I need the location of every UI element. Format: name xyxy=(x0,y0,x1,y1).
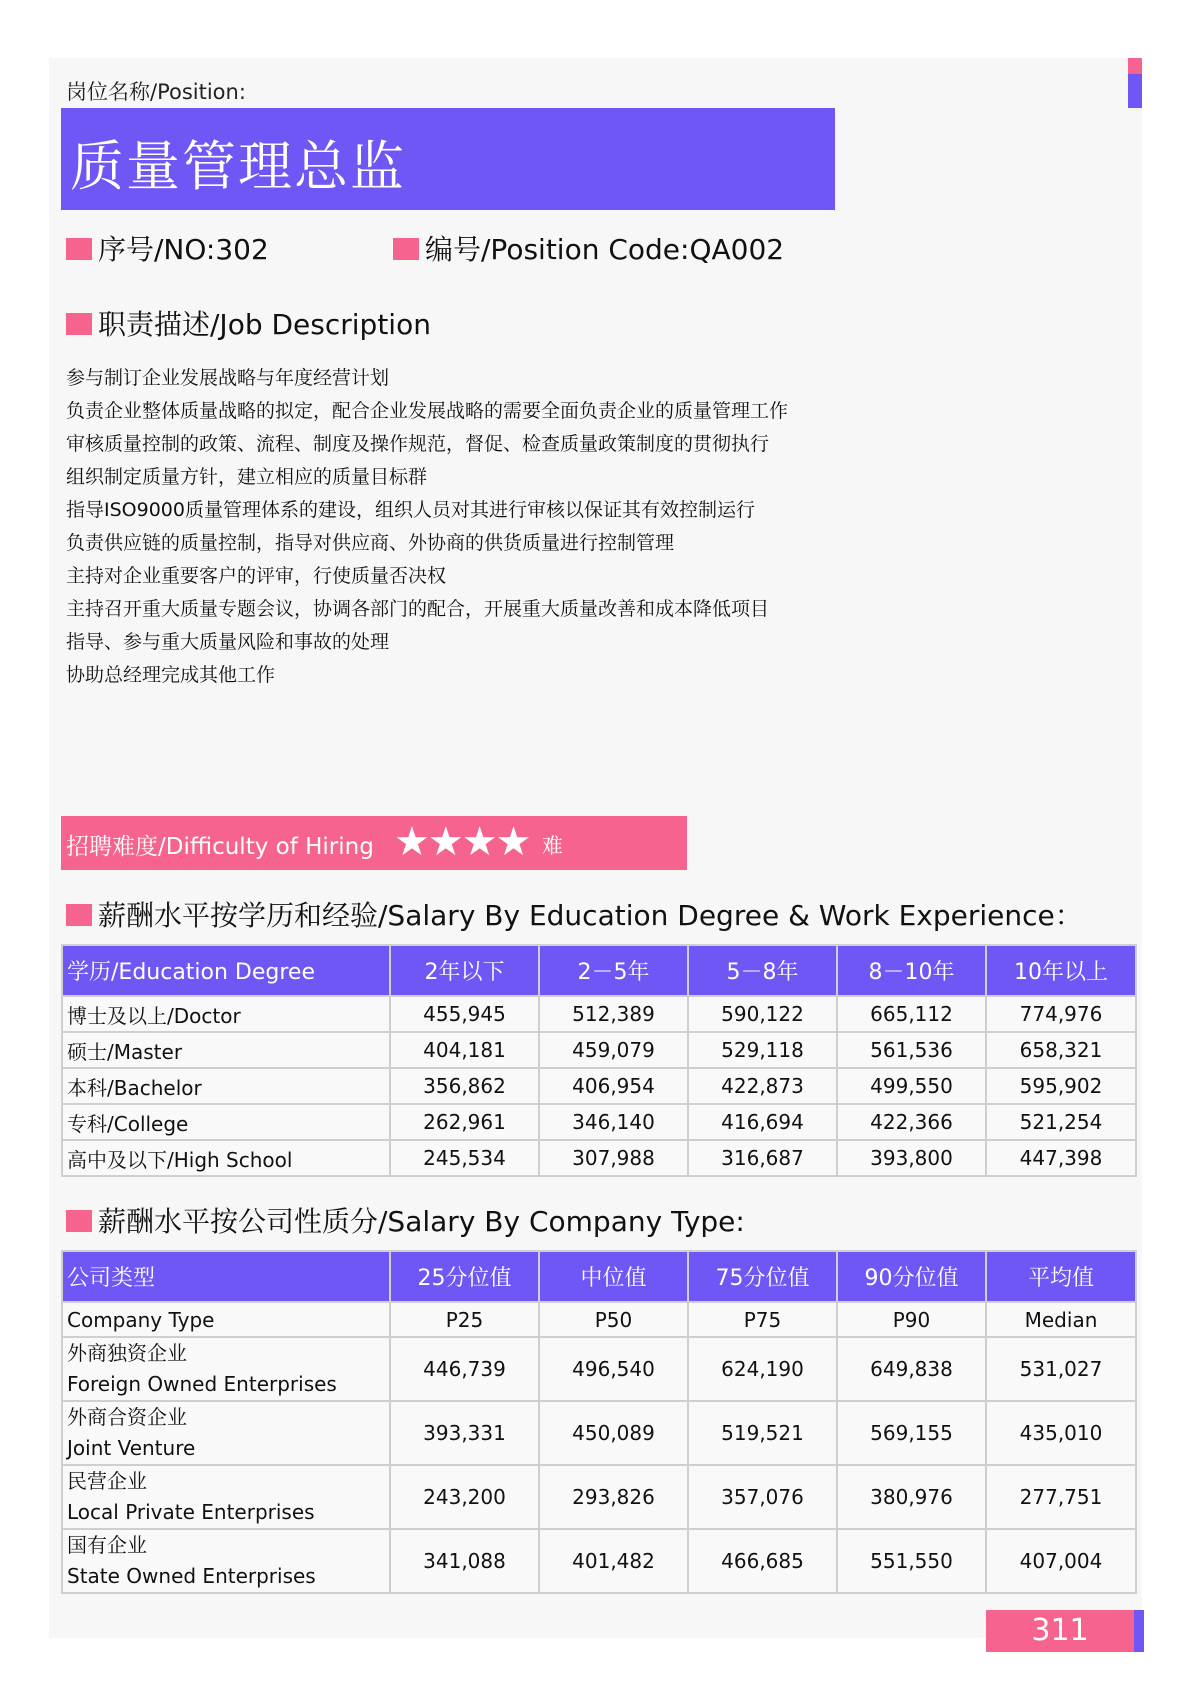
table-cell: 277,751 xyxy=(986,1465,1136,1529)
table-cell: 404,181 xyxy=(390,1032,539,1068)
row-label-en: State Owned Enterprises xyxy=(67,1564,316,1588)
table-cell: 262,961 xyxy=(390,1104,539,1140)
table-cell: P50 xyxy=(539,1302,688,1337)
job-description-item: 审核质量控制的政策、流程、制度及操作规范，督促、检查质量政策制度的贯彻执行 xyxy=(66,433,770,455)
row-label: 硕士/Master xyxy=(62,1032,390,1068)
table-cell: 393,800 xyxy=(837,1140,986,1176)
table-cell: P25 xyxy=(390,1302,539,1337)
table-cell: 459,079 xyxy=(539,1032,688,1068)
row-label xyxy=(62,1401,390,1465)
table-row xyxy=(62,1529,1136,1593)
bullet-square-icon xyxy=(66,238,92,260)
table-cell: 455,945 xyxy=(390,996,539,1032)
table-cell: 551,550 xyxy=(837,1529,986,1593)
job-description-item: 负责供应链的质量控制，指导对供应商、外协商的供货质量进行控制管理 xyxy=(66,532,675,554)
table-cell: 496,540 xyxy=(539,1337,688,1401)
table-cell: 346,140 xyxy=(539,1104,688,1140)
table-cell: 649,838 xyxy=(837,1337,986,1401)
column-header: 8－10年 xyxy=(837,945,986,996)
table-cell: 401,482 xyxy=(539,1529,688,1593)
row-label-en: Joint Venture xyxy=(67,1436,196,1460)
bullet-square-icon xyxy=(393,238,419,260)
position-label: 岗位名称/Position: xyxy=(66,80,246,104)
column-header: 5－8年 xyxy=(688,945,837,996)
table-row xyxy=(62,1465,1136,1529)
table-cell: 590,122 xyxy=(688,996,837,1032)
table-row xyxy=(62,1032,1136,1068)
table-row xyxy=(62,996,1136,1032)
job-description-item: 负责企业整体质量战略的拟定，配合企业发展战略的需要全面负责企业的质量管理工作 xyxy=(66,400,789,422)
table-cell: 422,873 xyxy=(688,1068,837,1104)
difficulty-stars-icon: ★★★★ xyxy=(394,819,530,865)
table-cell: 658,321 xyxy=(986,1032,1136,1068)
table-cell: 435,010 xyxy=(986,1401,1136,1465)
position-code xyxy=(393,228,784,268)
table-cell: 624,190 xyxy=(688,1337,837,1401)
serial-number xyxy=(66,228,269,268)
table-cell: 422,366 xyxy=(837,1104,986,1140)
table-cell: 569,155 xyxy=(837,1401,986,1465)
table-cell: 316,687 xyxy=(688,1140,837,1176)
row-label-cn: 民营企业 xyxy=(67,1469,147,1493)
table-header-row xyxy=(62,945,1136,996)
table-cell: 450,089 xyxy=(539,1401,688,1465)
row-label: 博士及以上/Doctor xyxy=(62,996,390,1032)
education-salary-heading xyxy=(66,894,1083,934)
column-header: 中位值 xyxy=(539,1251,688,1302)
table-cell: 357,076 xyxy=(688,1465,837,1529)
row-label: 本科/Bachelor xyxy=(62,1068,390,1104)
row-label-cn: 外商合资企业 xyxy=(67,1405,187,1429)
column-header: 10年以上 xyxy=(986,945,1136,996)
column-header: 平均值 xyxy=(986,1251,1136,1302)
job-description-item: 协助总经理完成其他工作 xyxy=(66,664,276,686)
bullet-square-icon xyxy=(66,313,92,335)
table-cell: 531,027 xyxy=(986,1337,1136,1401)
table-cell: 466,685 xyxy=(688,1529,837,1593)
table-header-row xyxy=(62,1251,1136,1302)
page-title: 质量管理总监 xyxy=(70,135,406,198)
table-cell: Median xyxy=(986,1302,1136,1337)
job-description-item: 主持召开重大质量专题会议，协调各部门的配合，开展重大质量改善和成本降低项目 xyxy=(66,598,770,620)
table-row xyxy=(62,1401,1136,1465)
education-salary-table xyxy=(61,944,1137,1177)
column-header: 75分位值 xyxy=(688,1251,837,1302)
table-row xyxy=(62,1337,1136,1401)
row-label-cn: 外商独资企业 xyxy=(67,1341,187,1365)
table-cell: 561,536 xyxy=(837,1032,986,1068)
bullet-square-icon xyxy=(66,904,92,926)
table-cell: 595,902 xyxy=(986,1068,1136,1104)
difficulty-label: 招聘难度/Difficulty of Hiring xyxy=(66,834,374,860)
column-header: 25分位值 xyxy=(390,1251,539,1302)
company-salary-table xyxy=(61,1250,1137,1594)
table-cell: 293,826 xyxy=(539,1465,688,1529)
row-label xyxy=(62,1529,390,1593)
table-cell: 529,118 xyxy=(688,1032,837,1068)
table-cell: 341,088 xyxy=(390,1529,539,1593)
table-subheader-row xyxy=(62,1302,1136,1337)
table-row xyxy=(62,1104,1136,1140)
row-label-en: Local Private Enterprises xyxy=(67,1500,315,1524)
table-cell: 499,550 xyxy=(837,1068,986,1104)
table-cell: 512,389 xyxy=(539,996,688,1032)
company-salary-heading-text: 薪酬水平按公司性质分/Salary By Company Type: xyxy=(98,1205,745,1238)
job-description-heading-text: 职责描述/Job Description xyxy=(98,308,431,341)
table-cell: 446,739 xyxy=(390,1337,539,1401)
job-description-item: 参与制订企业发展战略与年度经营计划 xyxy=(66,367,390,389)
row-label xyxy=(62,1465,390,1529)
page-number: 311 xyxy=(1031,1613,1089,1648)
table-row xyxy=(62,1140,1136,1176)
corner-accent-pink xyxy=(1128,58,1142,74)
column-header: 2－5年 xyxy=(539,945,688,996)
column-header: 2年以下 xyxy=(390,945,539,996)
table-cell: 245,534 xyxy=(390,1140,539,1176)
table-cell: 407,004 xyxy=(986,1529,1136,1593)
job-description-item: 指导ISO9000质量管理体系的建设，组织人员对其进行审核以保证其有效控制运行 xyxy=(66,499,755,521)
table-cell: 380,976 xyxy=(837,1465,986,1529)
bullet-square-icon xyxy=(66,1210,92,1232)
row-label-cn: 国有企业 xyxy=(67,1533,147,1557)
corner-accent-purple xyxy=(1128,74,1142,108)
table-cell: 519,521 xyxy=(688,1401,837,1465)
table-cell: 774,976 xyxy=(986,996,1136,1032)
column-header: 学历/Education Degree xyxy=(62,945,390,996)
table-row xyxy=(62,1068,1136,1104)
table-cell: 521,254 xyxy=(986,1104,1136,1140)
table-cell: 243,200 xyxy=(390,1465,539,1529)
row-label xyxy=(62,1337,390,1401)
company-salary-heading xyxy=(66,1200,745,1240)
table-cell: 416,694 xyxy=(688,1104,837,1140)
table-cell: 307,988 xyxy=(539,1140,688,1176)
education-salary-heading-text: 薪酬水平按学历和经验/Salary By Education Degree & Work Experience： xyxy=(98,899,1083,932)
difficulty-level: 难 xyxy=(542,834,563,858)
job-description-item: 指导、参与重大质量风险和事故的处理 xyxy=(66,631,390,653)
table-cell: 665,112 xyxy=(837,996,986,1032)
job-description-heading xyxy=(66,303,431,343)
table-cell: P90 xyxy=(837,1302,986,1337)
table-cell: 356,862 xyxy=(390,1068,539,1104)
position-code-text: 编号/Position Code:QA002 xyxy=(425,233,785,266)
row-label: 高中及以下/High School xyxy=(62,1140,390,1176)
serial-number-text: 序号/NO:302 xyxy=(98,233,269,266)
table-cell: P75 xyxy=(688,1302,837,1337)
column-header: 90分位值 xyxy=(837,1251,986,1302)
table-cell: 393,331 xyxy=(390,1401,539,1465)
job-description-item: 主持对企业重要客户的评审，行使质量否决权 xyxy=(66,565,447,587)
column-header: 公司类型 xyxy=(62,1251,390,1302)
table-cell: 447,398 xyxy=(986,1140,1136,1176)
row-label: Company Type xyxy=(62,1302,390,1337)
row-label-en: Foreign Owned Enterprises xyxy=(67,1372,337,1396)
row-label: 专科/College xyxy=(62,1104,390,1140)
job-description-list xyxy=(66,362,788,692)
job-description-item: 组织制定质量方针，建立相应的质量目标群 xyxy=(66,466,428,488)
page-number-accent xyxy=(1134,1610,1144,1652)
table-cell: 406,954 xyxy=(539,1068,688,1104)
